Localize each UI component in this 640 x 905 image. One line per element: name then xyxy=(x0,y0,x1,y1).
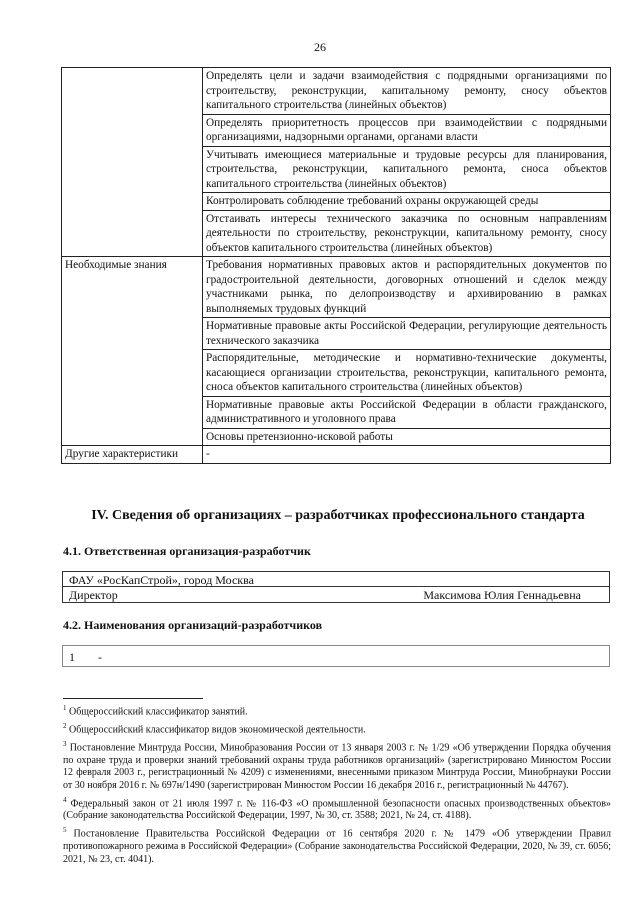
org-name-row xyxy=(62,571,610,586)
table-row xyxy=(62,257,611,318)
skill-cell: Определять приоритетность процессов при взаимодействии с подрядными организациями, надзорными органами, органами власти xyxy=(203,114,611,146)
footnotes xyxy=(63,702,611,867)
skill-cell: Отстаивать интересы технического заказчика по основным направлениям деятельности по строительству, реконструкции, капитальному ремонту, сносу объектов капитального строительства (линейных объектов) xyxy=(203,210,611,257)
knowledge-cell: Распорядительные, методические и нормативно-технические документы, касающиеся организации строительства, реконструкции, капитального ремонта, сноса объектов капитального строительства (линейных объектов) xyxy=(203,350,611,397)
other-cell: - xyxy=(203,446,611,464)
skill-cell: Контролировать соблюдение требований охраны окружающей среды xyxy=(203,193,611,211)
developer-number: 1 xyxy=(69,650,75,664)
row-label-knowledge: Необходимые знания xyxy=(62,257,203,446)
competency-table xyxy=(61,67,611,464)
org-name: ФАУ «РосКапСтрой», город Москва xyxy=(69,573,254,587)
director-title: Директор xyxy=(69,588,118,602)
page-number: 26 xyxy=(314,40,326,54)
developer-name: - xyxy=(98,650,102,664)
knowledge-cell: Основы претензионно-исковой работы xyxy=(203,428,611,446)
skill-cell: Определять цели и задачи взаимодействия с подрядными организациями по строительству, реконструкции, капитальному ремонту, сносу объектов капитального строительства (линейных объектов) xyxy=(203,68,611,115)
section-title: IV. Сведения об организациях – разработчиках профессионального стандарта xyxy=(91,508,585,523)
table-row xyxy=(62,446,611,464)
director-name: Максимова Юлия Геннадьевна xyxy=(423,588,581,602)
footnote-divider xyxy=(63,698,203,699)
knowledge-cell: Требования нормативных правовых актов и распорядительных документов по градостроительной деятельности, договорных отношений и сделок между участниками рынка, по делопроизводству и архивированию в рамках выполняемых трудовых функций xyxy=(203,257,611,318)
footnote: $^2$ Общероссийский классификатор видов экономической деятельности. xyxy=(63,721,366,736)
footnote: $^5$ Постановление Правительства Российской Федерации от 16 сентября 2020 г. № 1479 «Об утверждении Правил противопожарного режима в Российской Федерации» (Собрание законодательства Российской Федерации, 2020, № 39, ст. 6056; 2021, № 23, ст. 4041). xyxy=(63,826,611,865)
developer-row xyxy=(62,645,610,667)
footnote: $^4$ Федеральный закон от 21 июля 1997 г. № 116-ФЗ «О промышленной безопасности опасных производственных объектов» (Собрание законодательства Российской Федерации, 1997, № 30, ст. 3588; 2021, № 24, ст. 4188). xyxy=(63,795,611,822)
knowledge-cell: Нормативные правовые акты Российской Федерации в области гражданского, административного и уголовного права xyxy=(203,396,611,428)
director-row xyxy=(62,586,610,603)
row-label-other: Другие характеристики xyxy=(62,446,203,464)
table-row xyxy=(62,68,611,115)
footnote: $^3$ Постановление Минтруда России, Минобразования России от 13 января 2003 г. № 1/29 «Об утверждении Порядка обучения по охране труда и проверки знаний требований охраны труда работников организаций» (зарегистрировано Минюстом России 12 февраля 2003 г., регистрационный № 4209) с изменениями, внесенными приказом Минтруда России, Минобрнауки России от 30 ноября 2016 г. № 697н/1490 (зарегистрирован Минюстом России 16 декабря 2016 г., регистрационный № 44767). xyxy=(63,739,611,791)
subsection-title-4-2: 4.2. Наименования организаций-разработчиков xyxy=(63,618,323,632)
subsection-title-4-1: 4.1. Ответственная организация-разработчик xyxy=(63,544,311,558)
knowledge-cell: Нормативные правовые акты Российской Федерации, регулирующие деятельность технического заказчика xyxy=(203,318,611,350)
skill-cell: Учитывать имеющиеся материальные и трудовые ресурсы для планирования, строительства, реконструкции, капитального ремонта, сноса объектов капитального строительства (линейных объектов) xyxy=(203,146,611,193)
row-label-cell xyxy=(62,68,203,257)
footnote: $^1$ Общероссийский классификатор занятий. xyxy=(63,704,248,718)
